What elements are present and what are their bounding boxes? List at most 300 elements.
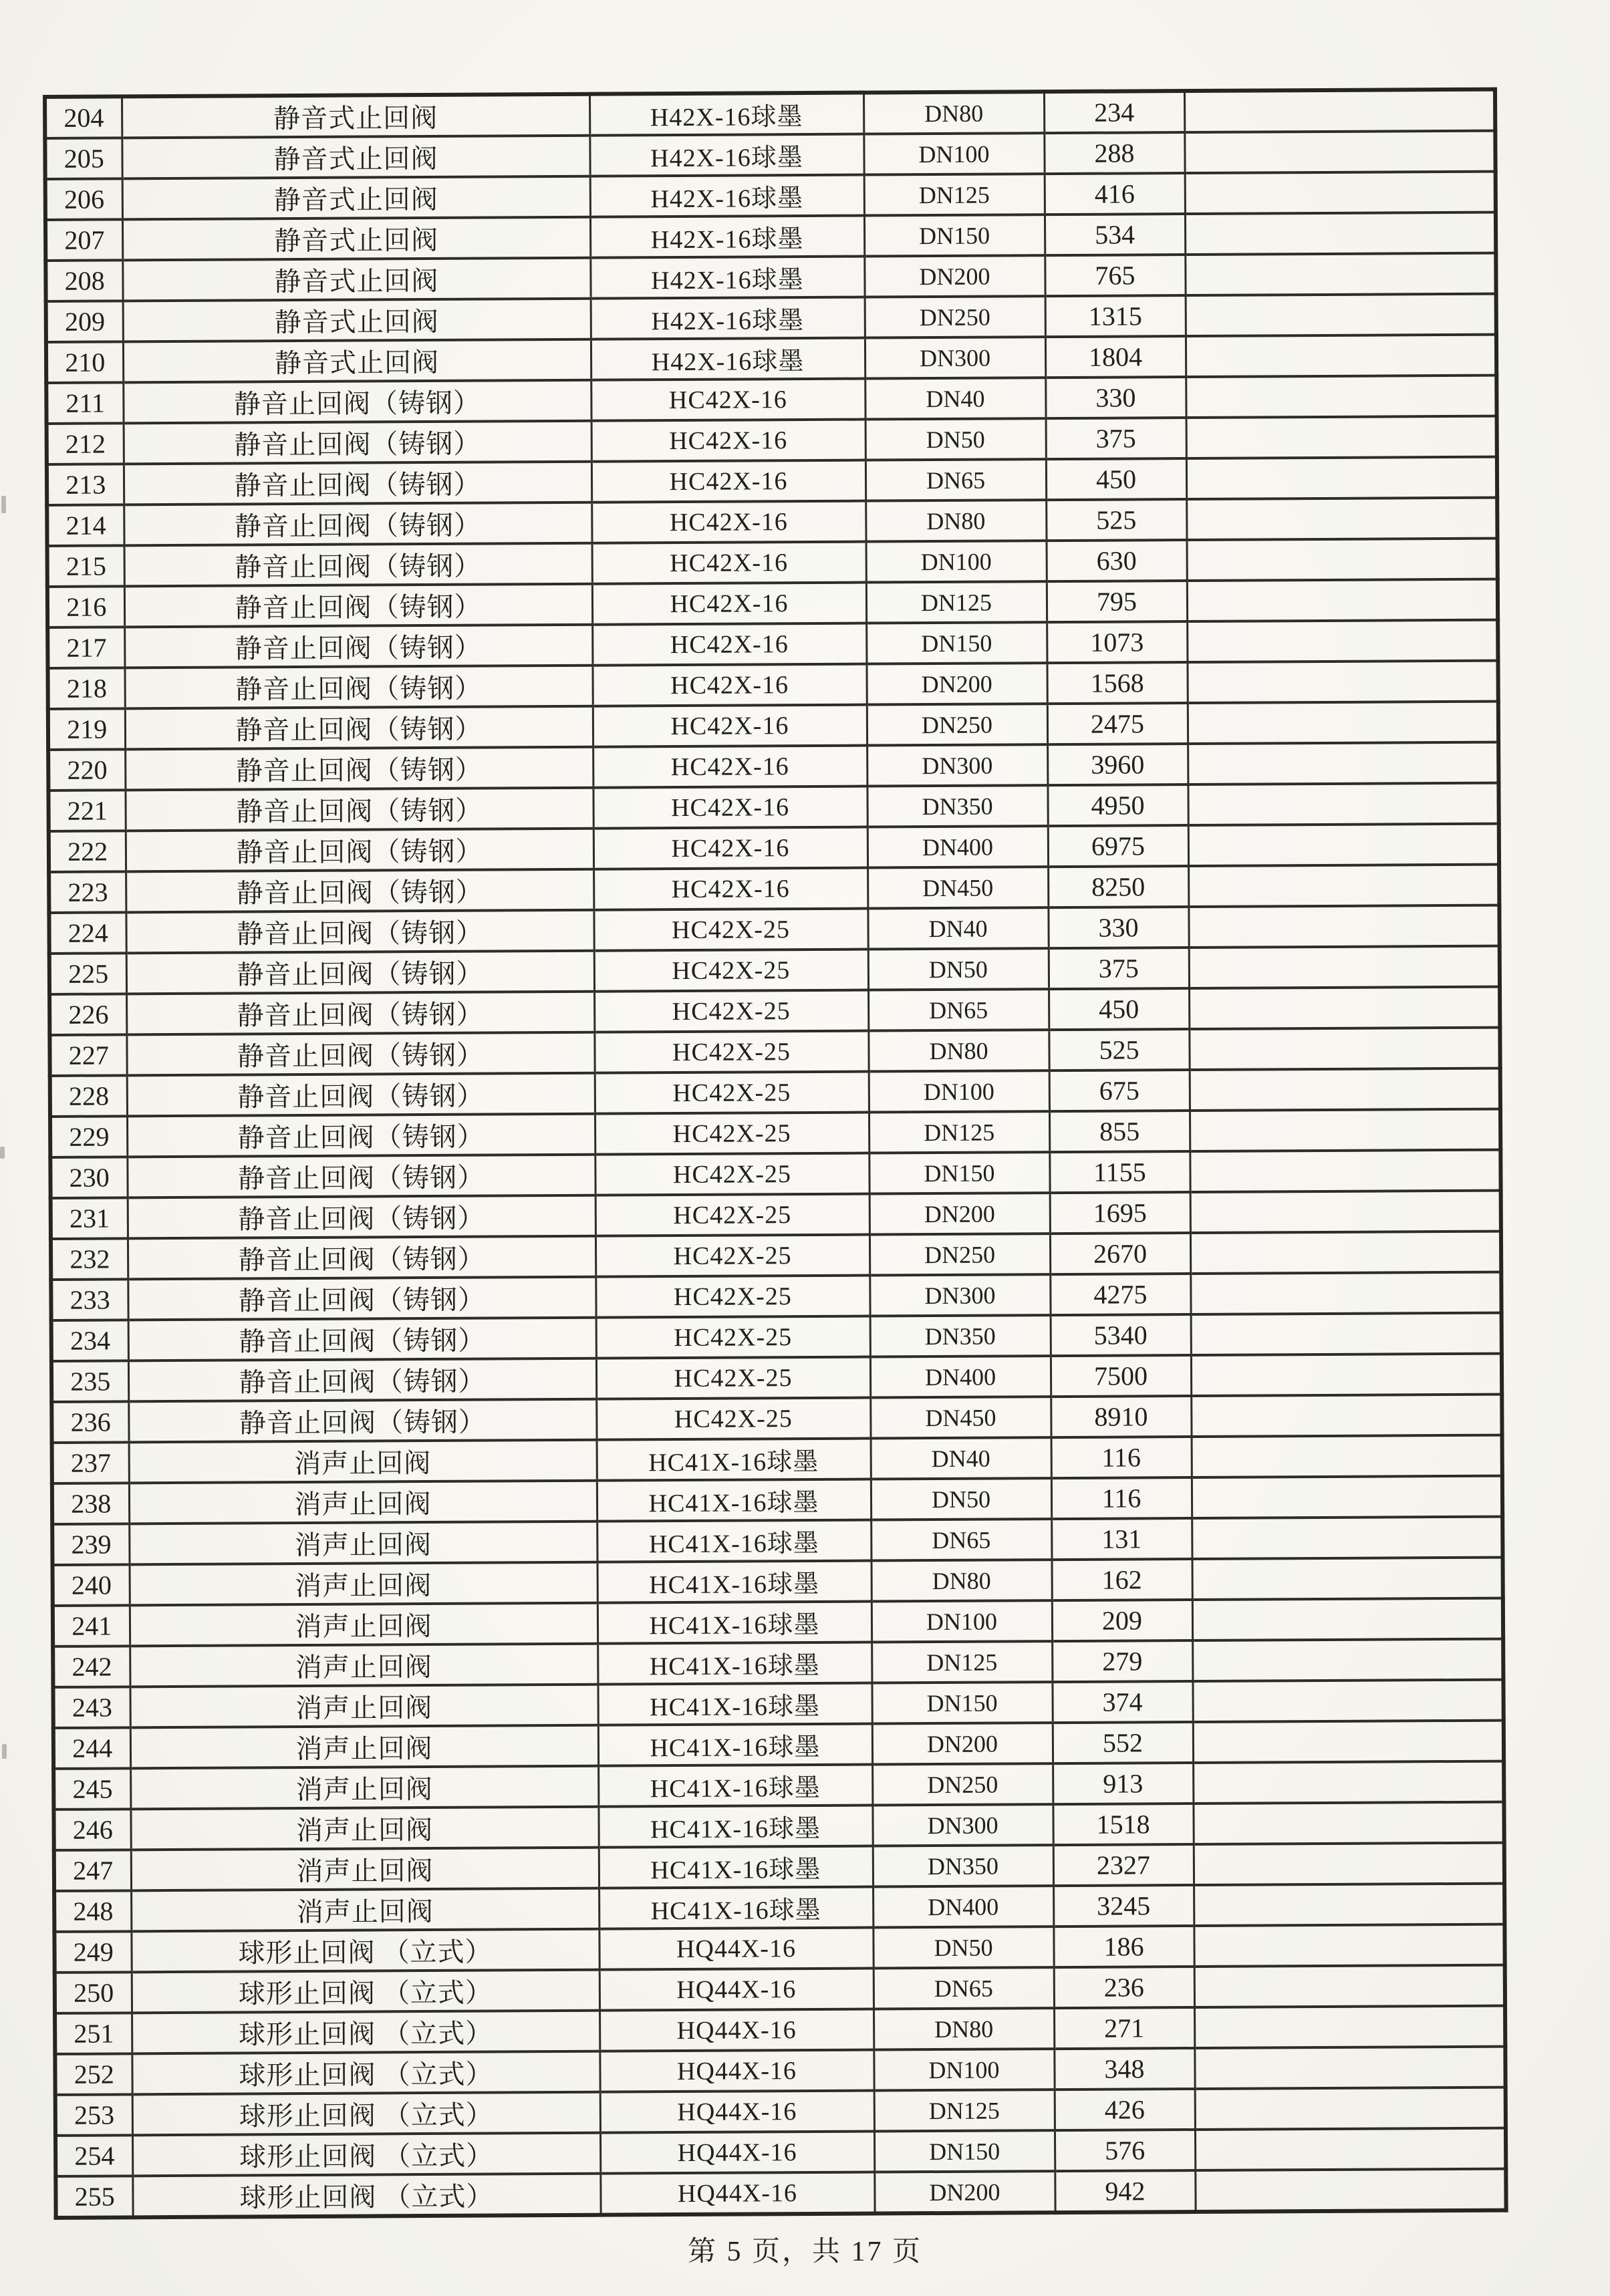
product-name-cell: 静音止回阀（铸钢） [128,1195,595,1239]
size-cell: DN400 [870,1356,1051,1397]
row-number-cell: 238 [52,1483,129,1524]
table-row [46,376,1496,424]
model-cell: HC41X-16球墨 [597,1642,871,1685]
product-name-cell: 静音止回阀（铸钢） [125,788,593,831]
model-cell: HC42X-25 [595,1113,869,1155]
price-cell: 942 [1055,2170,1195,2212]
table-row [53,1761,1504,1810]
product-name-cell: 静音式止回阀 [122,136,589,179]
product-name-cell: 消声止回阀 [129,1481,597,1524]
size-cell: DN200 [869,1193,1050,1234]
table-row [53,1639,1503,1687]
product-name-cell: 静音止回阀（铸钢） [124,543,592,587]
note-cell [1189,1028,1500,1070]
model-cell: HC42X-16 [593,827,867,869]
size-cell: DN150 [864,214,1045,256]
price-cell: 131 [1051,1518,1192,1560]
model-cell: HC42X-16 [591,501,865,543]
product-name-cell: 静音式止回阀 [122,176,590,220]
row-number-cell: 214 [47,505,124,546]
product-name-cell: 消声止回阀 [130,1644,597,1687]
size-cell: DN150 [866,622,1047,664]
price-cell: 765 [1045,255,1185,296]
table-row [49,824,1499,872]
model-cell: HC42X-25 [596,1357,870,1399]
table-row [48,702,1498,750]
note-cell [1193,1721,1504,1763]
model-cell: HC42X-25 [595,1235,869,1277]
price-cell: 416 [1045,173,1185,214]
model-cell: HC42X-16 [592,583,866,625]
price-cell: 234 [1044,91,1184,133]
table-row [53,1558,1503,1606]
product-name-cell: 静音止回阀（铸钢） [128,1318,596,1361]
table-row [54,1884,1504,1932]
scan-speck [2,1744,7,1759]
table-row [50,1068,1500,1117]
model-cell: HC41X-16球墨 [597,1439,871,1481]
size-cell: DN125 [864,174,1045,215]
row-number-cell: 209 [46,301,123,342]
note-cell [1185,172,1496,214]
row-number-cell: 227 [49,1034,126,1076]
model-cell: HC42X-16 [593,705,867,747]
price-cell: 375 [1049,948,1189,989]
table-row [48,783,1498,831]
size-cell: DN65 [865,459,1046,500]
product-name-cell: 球形止回阀 （立式） [132,2133,600,2176]
size-cell: DN100 [874,2049,1054,2090]
size-cell: DN300 [869,1274,1050,1316]
table-row [51,1191,1501,1239]
product-name-cell: 静音止回阀（铸钢） [128,1236,595,1280]
size-cell: DN40 [867,907,1048,949]
model-cell: HC42X-25 [594,990,868,1032]
table-row [45,253,1496,301]
price-cell: 348 [1054,2048,1194,2090]
table-row [49,1028,1500,1076]
product-name-cell: 静音止回阀（铸钢） [124,584,592,627]
row-number-cell: 211 [46,382,123,424]
size-cell: DN200 [866,663,1047,704]
table-row [46,294,1496,342]
price-cell: 116 [1051,1437,1192,1478]
size-cell: DN450 [870,1397,1051,1438]
table-row [50,1150,1500,1198]
price-cell: 913 [1053,1763,1193,1804]
product-name-cell: 球形止回阀 （立式） [132,1970,599,2013]
price-cell: 271 [1054,2007,1194,2049]
model-cell: H42X-16球墨 [589,93,863,136]
model-cell: HQ44X-16 [599,1928,873,1970]
size-cell: DN150 [874,2130,1055,2172]
size-cell: DN250 [867,704,1047,745]
note-cell [1186,416,1497,458]
table-row [49,905,1499,954]
table-row [53,1680,1503,1728]
note-cell [1194,1965,1505,2007]
row-number-cell: 253 [55,2094,132,2136]
price-cell: 5340 [1051,1314,1191,1356]
row-number-cell: 219 [48,708,125,750]
model-cell: H42X-16球墨 [591,297,865,339]
note-cell [1193,1761,1504,1804]
product-name-cell: 消声止回阀 [130,1685,597,1728]
table-row [45,212,1496,261]
product-name-cell: 静音止回阀（铸钢） [124,503,591,546]
product-name-cell: 静音止回阀（铸钢） [124,421,591,464]
product-name-cell: 消声止回阀 [129,1440,597,1483]
note-cell [1187,539,1498,581]
note-cell [1192,1435,1502,1477]
price-cell: 330 [1045,377,1186,418]
product-name-cell: 消声止回阀 [130,1766,598,1810]
product-name-cell: 静音止回阀（铸钢） [126,829,593,872]
price-cell: 630 [1047,540,1187,581]
row-number-cell: 215 [47,545,124,587]
size-cell: DN50 [865,418,1046,460]
table-row [50,1109,1500,1157]
table-row [45,131,1495,179]
table-row [55,2047,1505,2095]
model-cell: HC42X-25 [595,1194,869,1236]
model-cell: HC41X-16球墨 [599,1846,873,1888]
note-cell [1194,1843,1504,1885]
price-cell: 576 [1055,2130,1195,2171]
size-cell: DN125 [866,581,1047,623]
price-cell: 2475 [1047,703,1188,744]
table-row [47,416,1497,464]
product-name-cell: 消声止回阀 [131,1888,599,1932]
note-cell [1186,335,1496,377]
size-cell: DN350 [873,1845,1053,1886]
price-cell: 1155 [1049,1151,1190,1193]
note-cell [1185,253,1496,295]
size-cell: DN80 [871,1560,1052,1601]
price-cell: 525 [1049,1029,1189,1070]
model-cell: HC42X-16 [593,746,867,788]
product-name-cell: 静音止回阀（铸钢） [125,706,593,750]
model-cell: HC42X-25 [594,1031,868,1073]
row-number-cell: 226 [49,994,126,1035]
table-row [54,1843,1504,1891]
product-name-cell: 球形止回阀 （立式） [132,2174,600,2218]
row-number-cell: 254 [55,2135,132,2176]
product-name-cell: 静音止回阀（铸钢） [128,1399,596,1443]
model-cell: H42X-16球墨 [590,175,864,217]
note-cell [1194,2047,1505,2089]
model-cell: HC42X-25 [595,1276,869,1318]
size-cell: DN50 [873,1926,1053,1968]
model-cell: HC41X-16球墨 [598,1724,872,1766]
table-row [54,1924,1504,1973]
note-cell [1185,212,1496,255]
table-row [51,1272,1501,1320]
model-cell: HQ44X-16 [599,1969,874,2011]
row-number-cell: 224 [49,912,126,954]
model-cell: HC41X-16球墨 [597,1520,871,1562]
size-cell: DN350 [867,785,1047,827]
model-cell: HC42X-25 [595,1072,869,1114]
note-cell [1190,1232,1501,1274]
page-footer: 第 5 页，共 17 页 [687,2237,922,2267]
note-cell [1187,579,1498,621]
price-cell: 8910 [1051,1396,1191,1437]
product-name-cell: 球形止回阀 （立式） [132,2092,600,2136]
size-cell: DN350 [870,1315,1051,1356]
price-cell: 552 [1053,1722,1193,1763]
size-cell: DN80 [874,2008,1054,2049]
row-number-cell: 205 [45,138,122,179]
product-name-cell: 消声止回阀 [131,1848,599,1891]
note-cell [1192,1639,1503,1681]
model-cell: HC42X-16 [593,786,867,829]
size-cell: DN150 [869,1152,1049,1193]
product-name-cell: 静音止回阀（铸钢） [128,1277,595,1320]
row-number-cell: 255 [55,2176,132,2218]
price-cell: 1804 [1045,336,1186,378]
note-cell [1195,2169,1506,2212]
note-cell [1190,1150,1500,1192]
table-row [46,335,1496,383]
note-cell [1188,702,1498,744]
note-cell [1186,294,1496,336]
price-cell: 795 [1047,581,1187,622]
product-name-cell: 消声止回阀 [130,1725,598,1769]
price-cell: 374 [1052,1681,1192,1723]
row-number-cell: 241 [53,1605,130,1646]
size-cell: DN450 [867,867,1048,908]
row-number-cell: 250 [55,1972,132,2013]
row-number-cell: 236 [51,1401,128,1443]
price-cell: 3960 [1047,744,1188,785]
product-name-cell: 球形止回阀 （立式） [131,1929,599,1973]
table-row [55,2128,1506,2176]
product-name-cell: 静音止回阀（铸钢） [126,992,594,1035]
note-cell [1188,742,1498,784]
table-row [51,1313,1502,1361]
product-name-cell: 静音止回阀（铸钢） [124,625,592,668]
row-number-cell: 242 [53,1646,130,1687]
row-number-cell: 251 [55,2013,132,2054]
product-name-cell: 静音式止回阀 [122,94,589,138]
size-cell: DN100 [871,1600,1052,1642]
size-cell: DN400 [867,826,1048,867]
product-name-cell: 静音式止回阀 [122,217,590,261]
row-number-cell: 207 [45,219,122,261]
model-cell: HQ44X-16 [600,2091,874,2133]
note-cell [1192,1558,1502,1600]
row-number-cell: 222 [49,831,126,872]
table-row [47,579,1498,627]
table-row [51,1354,1502,1402]
row-number-cell: 228 [50,1075,127,1117]
note-cell [1191,1354,1502,1396]
size-cell: DN40 [871,1437,1051,1479]
price-cell: 855 [1049,1111,1190,1152]
size-cell: DN200 [864,255,1045,297]
row-number-cell: 252 [55,2053,132,2095]
model-cell: H42X-16球墨 [590,257,864,299]
note-cell [1192,1680,1503,1722]
product-name-cell: 静音止回阀（铸钢） [127,1114,595,1157]
price-cell: 236 [1054,1967,1194,2008]
note-cell [1186,376,1496,418]
price-cell: 7500 [1051,1355,1191,1397]
note-cell [1189,987,1500,1029]
model-cell: HC42X-25 [596,1316,870,1358]
product-name-cell: 静音止回阀（铸钢） [128,1358,596,1402]
price-cell: 1315 [1045,295,1186,337]
row-number-cell: 231 [51,1197,128,1239]
price-cell: 4275 [1050,1274,1190,1315]
size-cell: DN40 [865,378,1045,419]
price-cell: 288 [1044,132,1184,174]
product-name-cell: 静音止回阀（铸钢） [127,1073,595,1117]
model-cell: HQ44X-16 [599,2050,874,2092]
row-number-cell: 217 [47,627,124,668]
model-cell: H42X-16球墨 [591,338,865,380]
note-cell [1186,457,1497,499]
table-row [47,620,1498,668]
note-cell [1188,824,1499,866]
model-cell: HQ44X-16 [599,2009,874,2051]
note-cell [1194,1884,1504,1926]
row-number-cell: 240 [53,1564,130,1606]
row-number-cell: 235 [51,1360,128,1402]
product-name-cell: 静音止回阀（铸钢） [123,380,591,424]
note-cell [1190,1191,1501,1233]
model-cell: HC41X-16球墨 [598,1806,872,1848]
row-number-cell: 246 [53,1809,130,1850]
table-row [53,1598,1503,1646]
price-cell: 8250 [1048,866,1188,907]
table-row [45,172,1496,220]
note-cell [1188,783,1498,825]
table-row [55,2088,1506,2136]
row-number-cell: 213 [47,464,124,505]
price-cell: 162 [1051,1559,1192,1600]
price-cell: 1568 [1047,662,1187,704]
price-cell: 186 [1053,1926,1194,1967]
table-row [47,498,1497,546]
row-number-cell: 249 [54,1931,131,1973]
price-cell: 450 [1046,458,1186,500]
product-name-cell: 静音止回阀（铸钢） [127,1155,595,1198]
size-cell: DN100 [866,541,1047,582]
size-cell: DN400 [873,1886,1053,1927]
size-cell: DN200 [874,2171,1055,2213]
row-number-cell: 232 [51,1238,128,1280]
row-number-cell: 225 [49,953,126,994]
table-row [55,1965,1505,2013]
price-cell: 209 [1052,1600,1192,1641]
row-number-cell: 243 [53,1687,130,1728]
model-cell: HC42X-25 [595,1153,869,1195]
row-number-cell: 220 [48,749,125,791]
size-cell: DN65 [874,1967,1054,2009]
size-cell: DN100 [869,1070,1049,1112]
product-name-cell: 静音止回阀（铸钢） [126,910,593,954]
row-number-cell: 204 [45,96,122,138]
model-cell: HC42X-25 [596,1398,870,1440]
note-cell [1190,1068,1500,1111]
price-cell: 1695 [1050,1192,1190,1234]
note-cell [1193,1802,1504,1844]
price-cell: 279 [1052,1640,1192,1682]
price-cell: 450 [1049,988,1189,1030]
size-cell: DN200 [872,1723,1053,1764]
note-cell [1192,1476,1502,1518]
table-row [53,1721,1504,1769]
price-cell: 2670 [1050,1233,1190,1274]
table-row [51,1232,1501,1280]
note-cell [1187,620,1498,662]
row-number-cell: 247 [54,1850,131,1891]
note-cell [1190,1272,1501,1314]
product-name-cell: 静音式止回阀 [123,339,591,383]
price-cell: 6975 [1048,825,1188,867]
model-cell: H42X-16球墨 [590,216,864,258]
note-cell [1191,1395,1502,1437]
row-number-cell: 208 [45,260,122,301]
model-cell: HC41X-16球墨 [599,1887,873,1929]
size-cell: DN125 [874,2090,1055,2131]
note-cell [1192,1517,1502,1559]
price-cell: 426 [1055,2089,1195,2130]
row-number-cell: 210 [46,341,123,383]
product-name-cell: 静音止回阀（铸钢） [126,869,593,913]
price-cell: 3245 [1053,1885,1194,1926]
price-cell: 525 [1046,499,1186,541]
model-cell: HC41X-16球墨 [597,1683,871,1725]
note-cell [1195,2088,1506,2130]
product-name-cell: 消声止回阀 [130,1603,597,1646]
valve-price-table-wrap [43,88,1508,2220]
note-cell [1195,2128,1506,2170]
size-cell: DN80 [865,500,1046,541]
price-cell: 116 [1051,1477,1192,1519]
row-number-cell: 223 [49,871,126,913]
model-cell: HC42X-16 [592,664,866,706]
model-cell: HC42X-25 [593,909,867,951]
row-number-cell: 239 [52,1524,129,1565]
size-cell: DN250 [869,1234,1050,1275]
model-cell: HC41X-16球墨 [597,1602,871,1644]
note-cell [1189,946,1500,988]
table-row [55,2006,1505,2054]
model-cell: H42X-16球墨 [589,134,863,176]
table-row [45,90,1495,138]
product-name-cell: 静音式止回阀 [122,258,590,301]
table-row [52,1517,1502,1565]
size-cell: DN50 [868,948,1049,990]
scan-speck [1,496,6,513]
note-cell [1194,1924,1504,1967]
size-cell: DN250 [872,1763,1053,1805]
product-name-cell: 静音止回阀（铸钢） [124,666,592,709]
row-number-cell: 237 [52,1442,129,1483]
table-row [49,865,1499,913]
row-number-cell: 230 [50,1157,127,1198]
row-number-cell: 245 [53,1768,130,1810]
note-cell [1191,1313,1502,1355]
model-cell: HC42X-16 [592,623,866,666]
table-row [55,2169,1506,2218]
table-row [51,1395,1502,1443]
table-row [48,742,1498,791]
model-cell: HQ44X-16 [600,2172,874,2215]
